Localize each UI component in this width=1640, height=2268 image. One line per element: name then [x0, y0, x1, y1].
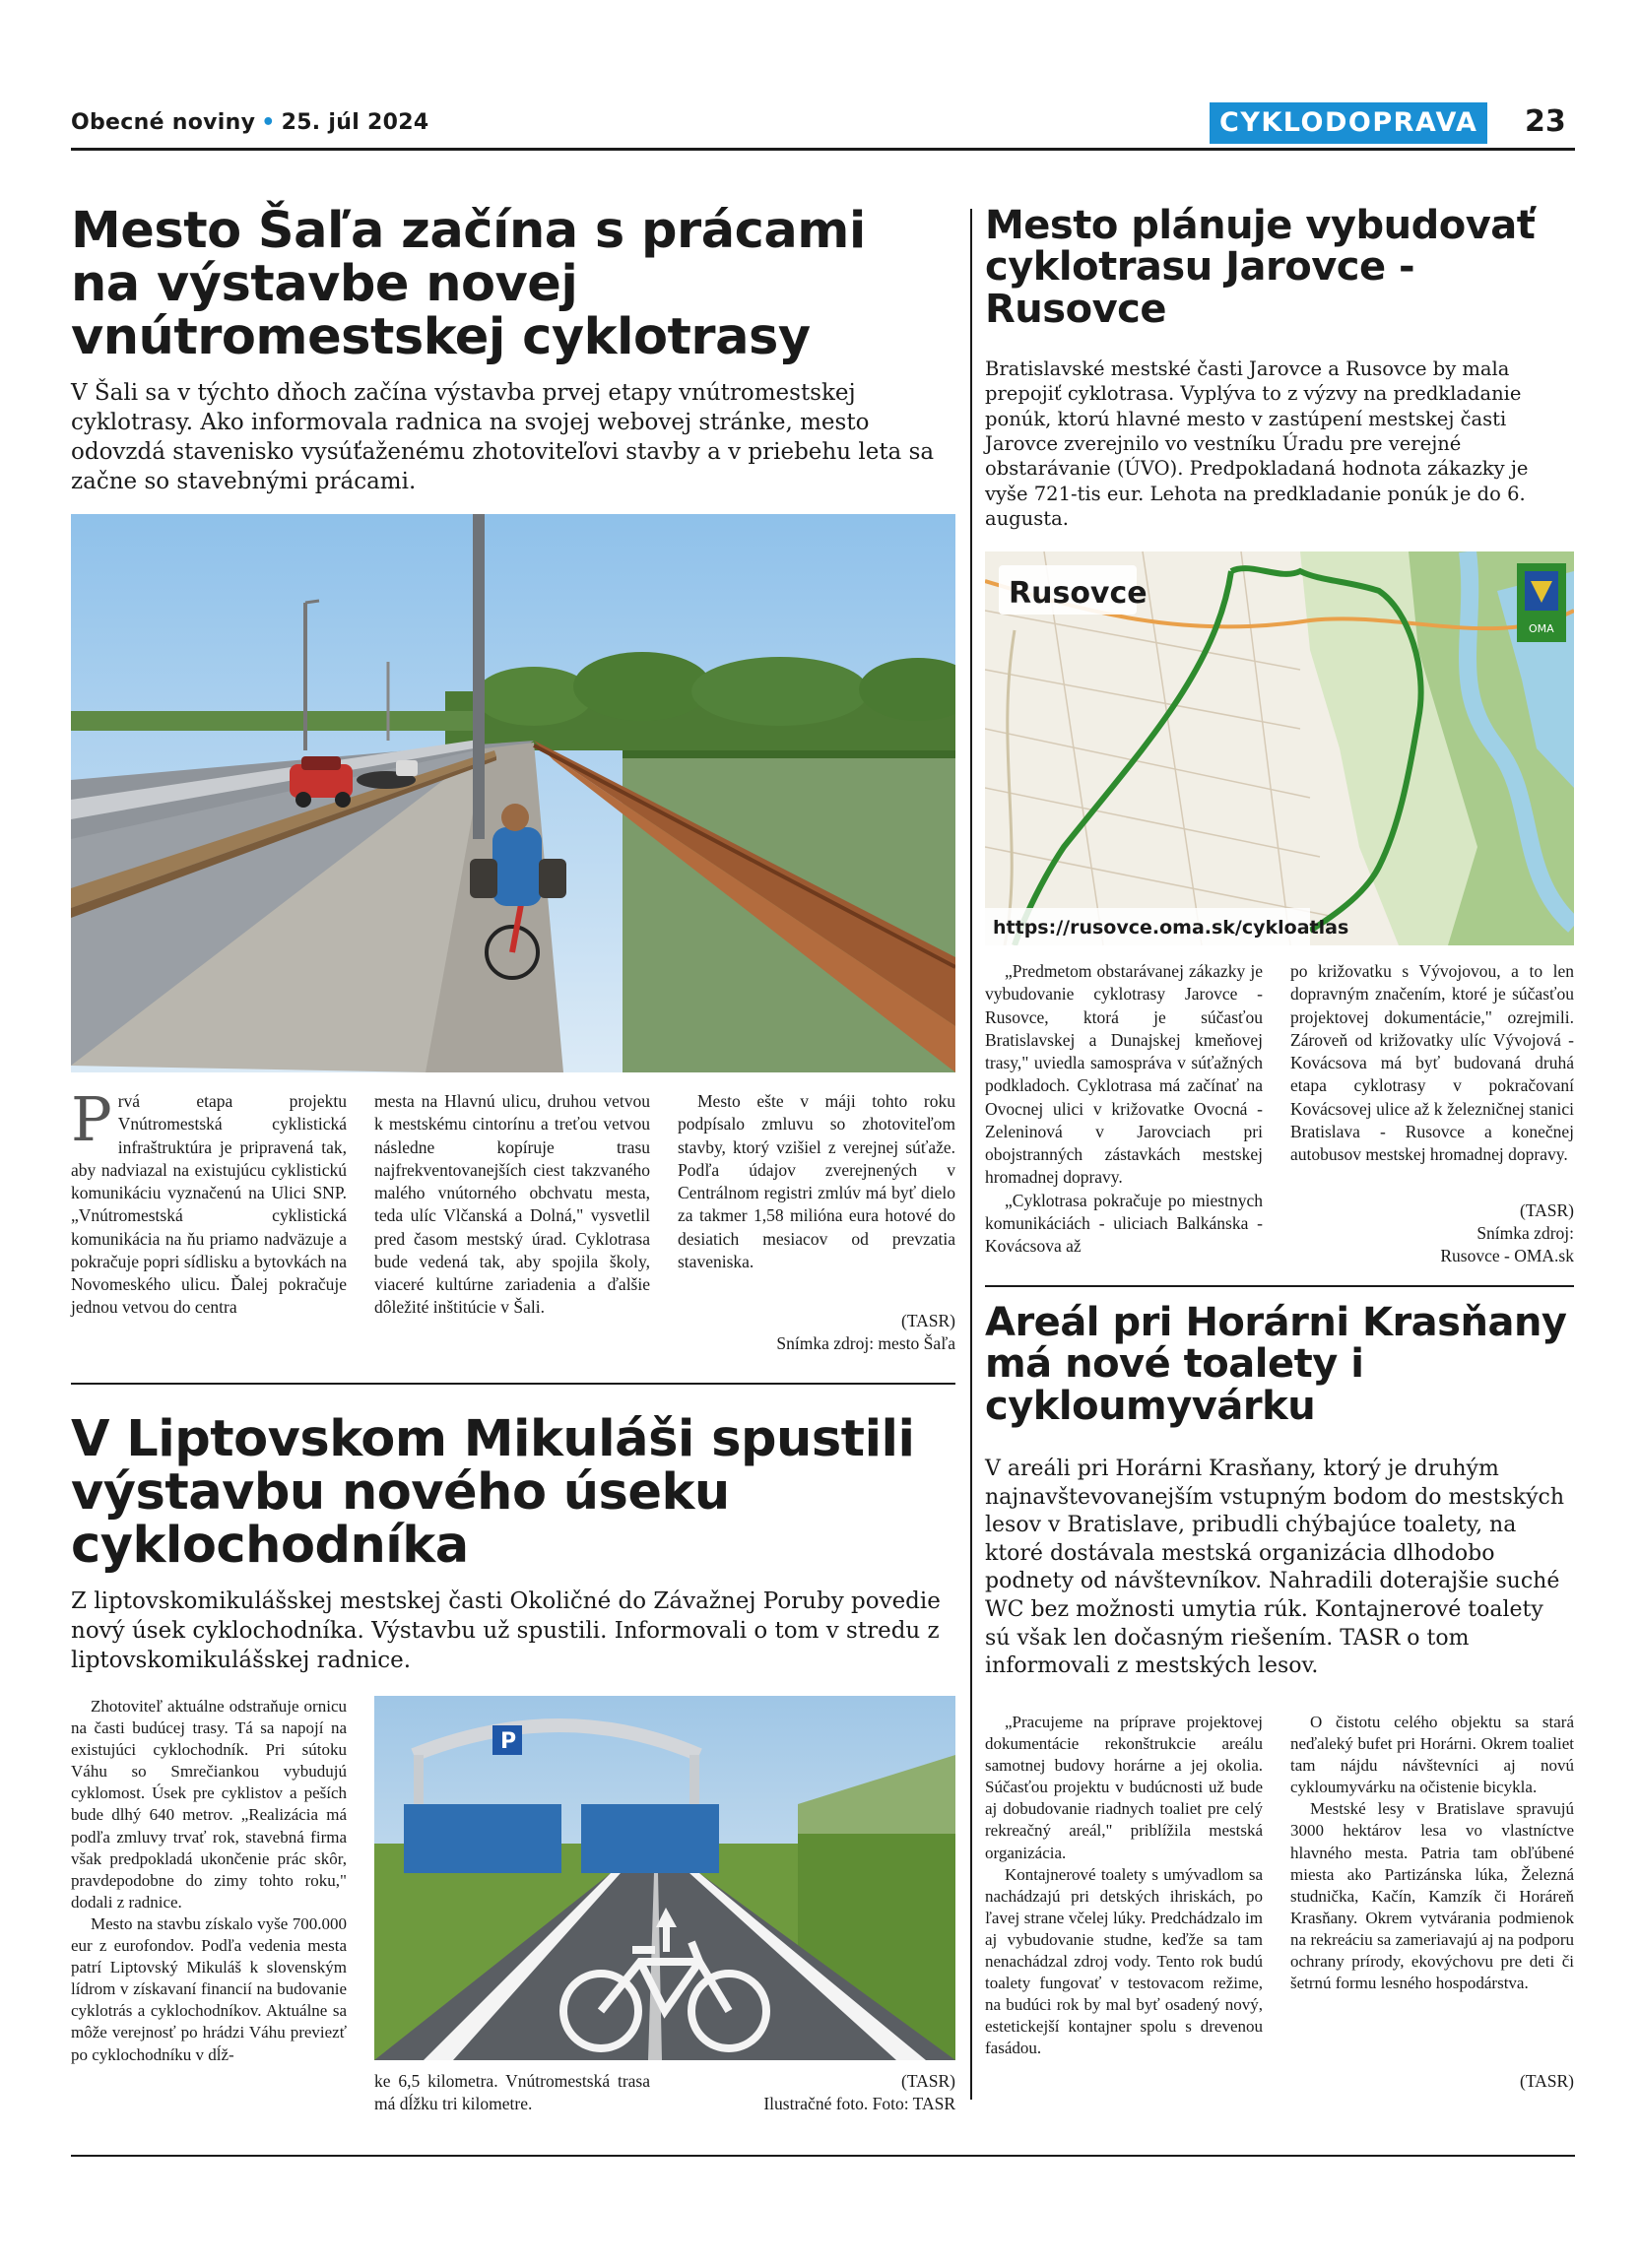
map-place-label: Rusovce	[1009, 576, 1148, 611]
svg-text:P: P	[500, 1729, 517, 1754]
article4-col2-p1: O čistotu celého objektu sa stará neďaleký bufet pri Horárni. Okrem toaliet tam nájdu návštevníci aj novú cykloumyvárku na očistenie bicykla.	[1290, 1713, 1574, 1797]
article1-column-3	[678, 1090, 955, 1273]
article4-headline: Areál pri Horárni Krasňany má nové toalety i cykloumyvárku	[985, 1300, 1567, 1429]
article4-source: (TASR)	[1520, 2071, 1574, 2091]
publication-name: Obecné noviny	[71, 110, 256, 135]
article2-headline: Mesto plánuje vybudovať cyklotrasu Jarovce - Rusovce	[985, 203, 1536, 332]
article1-col3-text: Mesto ešte v máji tohto roku podpísalo zmluvu so zhotoviteľom stavby, ktorý vzišiel z verejnej súťaže. Podľa údajov zverejnených v Centrálnom registri zmlúv má byť dielo za takmer 1,58 milióna eura hotové do desiatich mesiacov od prevzatia staveniska.	[678, 1091, 955, 1271]
article2-column-2	[1290, 960, 1574, 1166]
page-number: 23	[1525, 104, 1566, 139]
article1-column-2	[374, 1090, 650, 1320]
article3-column-2	[374, 2070, 650, 2116]
article4-col1-p1: „Pracujeme na príprave projektovej dokumentácie rekonštrukcie areálu samotnej budovy horárne a jej okolia. Súčasťou projektu v budúcnosti už bude aj dobudovanie riadnych toaliet pre celý rekreačný areál," priblížila mestská organizácia.	[985, 1713, 1263, 1862]
article1-photo-bridge-cyclist	[71, 514, 955, 1072]
article1-headline: Mesto Šaľa začína s prácami na výstavbe novej vnútromestskej cyklotrasy	[71, 202, 866, 367]
map-url: https://rusovce.oma.sk/cykloatlas	[993, 917, 1349, 939]
article1-col2-text: mesta na Hlavnú ulicu, druhou vetvou k mestskému cintorínu a treťou vetvou následne kopíruje trasu najfrekventovanejších ciest takzvaného malého vnútorného obchvatu mesta, teda ulíc Vlčanská a Dolná," vysvetlil pred časom mestský úrad. Cyklotrasa bude vedená tak, aby spojila školy, viaceré kultúrne zariadenia a ďalšie dôležité inštitúcie v Šali.	[374, 1091, 650, 1318]
article2-photo-credit-line1: Snímka zdroj:	[1476, 1223, 1574, 1243]
article4-col2-p2: Mestské lesy v Bratislave spravujú 3000 hektárov lesa vo vlastníctve hlavného mesta. Patria tam obľúbené miesta ako Partizánska lúka, Železná studnička, Kačín, Kamzík či Horáreň Krasňany. Okrem vytvárania podmienok na rekreáciu sa zameriavajú aj na podporu ochrany prírody, ekovýchovu pre deti či šetrnú formu lesného hospodárstva.	[1290, 1799, 1574, 1993]
article4-column-1	[985, 1712, 1263, 2060]
article2-column-1	[985, 960, 1263, 1258]
article2-source: (TASR)	[1520, 1200, 1574, 1220]
article1-dropcap: P	[71, 1083, 112, 1155]
article2-col1-p2: „Cyklotrasa pokračuje po miestnych komunikáciách - uliciach Balkánska - Kovácsova až	[985, 1190, 1263, 1257]
article4-lead: V areáli pri Horárni Krasňany, ktorý je druhým najnavštevovanejším vstupným bodom do mestských lesov v Bratislave, pribudli chýbajúce toalety, na ktoré dostávala mestská organizácia dlhodobo podnety od návštevníkov. Nahradili doterajšie suché WC bez možnosti umytia rúk. Kontajnerové toalety sú však len dočasným riešením. TASR o tom informovali z mestských lesov.	[985, 1457, 1565, 1679]
article3-col1-p2: Mesto na stavbu získalo vyše 700.000 eur z eurofondov. Podľa vedenia mesta patrí Liptovský Mikuláš k slovenským lídrom v získavaní financií na budovanie cyklotrás a cyklochodníkov. Aktuálne sa môže verejnosť po hrádzi Váhu previezť po cyklochodníku v dĺž-	[71, 1913, 347, 2064]
article4-col1-p2: Kontajnerové toalety s umývadlom sa nachádzajú pri detských ihriskách, po ľavej strane včelej lúky. Predchádzalo im aj vybudovanie studne, keďže sa tam nenachádzal zdroj vody. Tento rok budú toalety fungovať v testovacom režime, na budúci rok by mal byť osadený nový, estetickejší kontajner spolu s drevenou fasádou.	[985, 1864, 1263, 2058]
section-tag: CYKLODOPRAVA	[1210, 102, 1487, 144]
article3-headline: V Liptovskom Mikuláši spustili výstavbu nového úseku cyklochodníka	[71, 1410, 915, 1576]
separator-dot: •	[261, 110, 276, 135]
article1-bottom-rule	[71, 1383, 955, 1385]
footer-rule	[71, 2155, 1575, 2157]
article3-column-1	[71, 1696, 347, 2066]
article3-lead: Z liptovskomikulášskej mestskej časti Okoličné do Závažnej Poruby povedie nový úsek cyklochodníka. Výstavbu už spustili. Informovali o tom v stredu z liptovskomikulášskej radnice.	[71, 1588, 941, 1673]
article2-col2-text: po križovatku s Vývojovou, a to len dopravným značením, ktoré je súčasťou projektovej dokumentácie," ozrejmili. Zároveň od križovatky ulíc Vývojová - Kovácsova má byť budovaná druhá etapa cyklotrasy v pokračovaní Kovácsovej ulice až k železničnej stanici Bratislava - Rusovce a konečnej autobusov mestskej hromadnej dopravy.	[1290, 961, 1574, 1165]
article2-col1-p1: „Predmetom obstarávanej zákazky je vybudovanie cyklotrasy Jarovce - Rusovce, ktorá je súčasťou Bratislavskej a Dunajskej kmeňovej trasy," uviedla samospráva v súťažných podkladoch. Cyklotrasa má začínať na Ovocnej ulici v križovatke Ovocná - Zeleninová v Jarovciach pri obojstranných zástavkách mestskej hromadnej dopravy.	[985, 961, 1263, 1188]
article2-bottom-rule	[985, 1285, 1574, 1287]
article1-photo-credit: Snímka zdroj: mesto Šaľa	[776, 1333, 955, 1353]
article3-col1-p1: Zhotoviteľ aktuálne odstraňuje ornicu na časti budúcej trasy. Tá sa napojí na existujúci cyklochodník. Pri sútoku Váhu so Smrečiankou vybudujú cyklomost. Úsek pre cyklistov a peších bude dlhý 640 metrov. „Realizácia má podľa zmluvy trvať rok, stavebná firma však predpokladá ukončenie prác skôr, pravdepodobne do zimy tohto roku," dodali z radnice.	[71, 1697, 347, 1912]
article2-lead: Bratislavské mestské časti Jarovce a Rusovce by mala prepojiť cyklotrasa. Vyplýva to z výzvy na predkladanie ponúk, ktorú hlavné mesto v zastúpení mestskej časti Jarovce zverejnilo vo vestníku Úradu pre verejné obstarávanie (ÚVO). Predpokladaná hodnota zákazky je vyše 721-tis eur. Lehota na predkladanie ponúk je do 6. augusta.	[985, 357, 1529, 531]
page-header-left	[71, 110, 428, 135]
article1-source: (TASR)	[901, 1311, 955, 1330]
issue-date: 25. júl 2024	[281, 110, 429, 135]
article1-col1-text: rvá etapa projektu Vnútromestská cyklistická infraštruktúra je pripravená tak, aby nadviazal na existujúcu cyklistickú komunikáciu vyznačenú na Ulici SNP. „Vnútromestská cyklistická komunikácia na ňu priamo nadväzuje a pokračuje popri sídlisku a bytovkách na Novomeského ulicu. Ďalej pokračuje jednou vetvou do centra	[71, 1091, 347, 1318]
article3-col2-text: ke 6,5 kilometra. Vnútromestská trasa má dĺžku tri kilometre.	[374, 2071, 650, 2114]
article2-photo-credit-line2: Rusovce - OMA.sk	[1440, 1246, 1574, 1265]
column-divider	[970, 209, 972, 2100]
map-logo-text: OMA	[1529, 622, 1554, 635]
article1-column-1	[71, 1083, 347, 1320]
article1-lead: V Šali sa v týchto dňoch začína výstavba prvej etapy vnútromestskej cyklotrasy. Ako informovala radnica na svojej webovej stránke, mesto odovzdá stavenisko vysúťaženému zhotoviteľovi stavby a v priebehu leta sa začne so stavebnými prácami.	[71, 380, 935, 494]
article3-photo-bike-lane	[374, 1696, 955, 2060]
article3-photo-credit: Ilustračné foto. Foto: TASR	[763, 2094, 955, 2113]
article2-map	[985, 551, 1574, 945]
header-rule	[71, 148, 1575, 151]
article3-source: (TASR)	[901, 2071, 955, 2091]
article4-column-2	[1290, 1712, 1574, 1994]
